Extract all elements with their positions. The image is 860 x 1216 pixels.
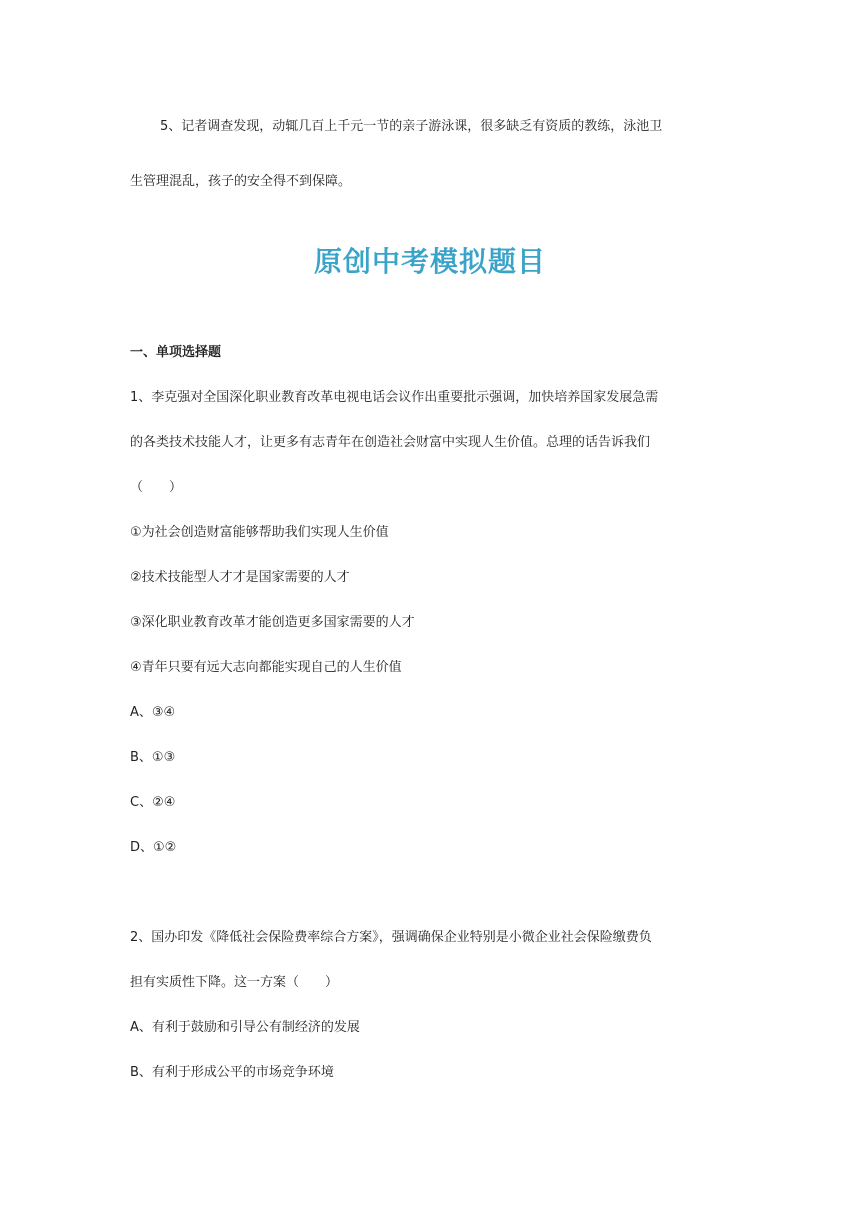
q2-stem-line-2: 担有实质性下降。这一方案（ ） — [130, 975, 339, 990]
q2-stem-line-1: 2、国办印发《降低社会保险费率综合方案》，强调确保企业特别是小微企业社会保险缴费负 — [130, 930, 652, 945]
q1-option-c: C、②④ — [130, 795, 176, 810]
q2-option-a: A、有利于鼓励和引导公有制经济的发展 — [130, 1020, 360, 1035]
page-title: 原创中考模拟题目 — [313, 245, 546, 278]
section-heading: 一、单项选择题 — [130, 345, 222, 360]
q1-statement-1: ①为社会创造财富能够帮助我们实现人生价值 — [130, 525, 389, 540]
q1-option-a: A、③④ — [130, 705, 176, 720]
q1-option-b: B、①③ — [130, 750, 176, 765]
q2-option-b: B、有利于形成公平的市场竞争环境 — [130, 1065, 334, 1080]
q1-statement-2: ②技术技能型人才才是国家需要的人才 — [130, 570, 350, 585]
q1-statement-3: ③深化职业教育改革才能创造更多国家需要的人才 — [130, 615, 415, 630]
q1-stem-line-2: 的各类技术技能人才，让更多有志青年在创造社会财富中实现人生价值。总理的话告诉我们 — [130, 435, 651, 450]
intro-line-1: 5、记者调查发现，动辄几百上千元一节的亲子游泳课，很多缺乏有资质的教练，泳池卫 — [160, 119, 663, 134]
q1-stem-line-1: 1、李克强对全国深化职业教育改革电视电话会议作出重要批示强调，加快培养国家发展急需 — [130, 390, 659, 405]
intro-line-2: 生管理混乱，孩子的安全得不到保障。 — [130, 174, 352, 189]
q1-option-d: D、①② — [130, 840, 177, 855]
q1-statement-4: ④青年只要有远大志向都能实现自己的人生价值 — [130, 660, 402, 675]
q1-answer-blank: （ ） — [130, 480, 183, 495]
